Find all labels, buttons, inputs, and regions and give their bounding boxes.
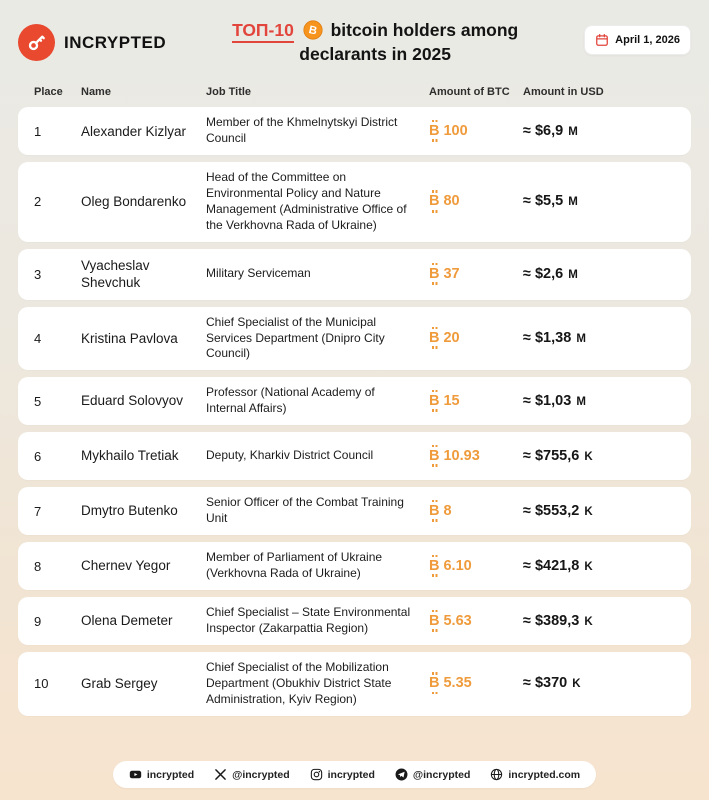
usd-amount-cell: ≈ $755,6 K	[523, 447, 593, 464]
table-row	[18, 542, 691, 590]
table-row	[18, 377, 691, 425]
name-cell: Vyacheslav Shevchuk	[81, 257, 150, 291]
table-row	[18, 487, 691, 535]
table-body	[18, 107, 691, 715]
place-cell: 3	[34, 266, 42, 282]
job-title-cell: Chief Specialist – State Environmental Inspector (Zakarpattia Region)	[206, 605, 411, 636]
bitcoin-sign-icon: B	[429, 447, 439, 466]
name-cell: Grab Sergey	[81, 676, 158, 692]
btc-amount-cell: B 6.10	[429, 557, 523, 576]
table-row	[18, 652, 691, 715]
place-cell: 10	[34, 676, 49, 692]
bitcoin-sign-icon: B	[429, 122, 439, 141]
place-cell: 7	[34, 503, 42, 519]
bitcoin-coin-icon	[303, 20, 323, 40]
social-instagram[interactable]	[310, 768, 375, 781]
bitcoin-sign-icon: B	[429, 192, 439, 211]
btc-amount-cell: B 5.35	[429, 674, 523, 693]
usd-amount-cell: ≈ $2,6 M	[523, 265, 578, 282]
place-cell: 6	[34, 448, 42, 464]
brand	[18, 24, 166, 61]
btc-amount-cell: B 10.93	[429, 447, 523, 466]
social-label: incrypted.com	[508, 768, 581, 781]
btc-amount-cell: B 37	[429, 265, 523, 284]
bitcoin-sign-icon: B	[429, 674, 439, 693]
name-cell: Chernev Yegor	[81, 558, 171, 574]
social-label: incrypted	[327, 768, 375, 781]
name-cell: Oleg Bondarenko	[81, 194, 187, 210]
usd-amount-cell: ≈ $553,2 K	[523, 502, 593, 519]
job-title-cell: Chief Specialist of the Mobilization Department (Obukhiv District State Administration, Kyiv Region)	[206, 660, 392, 706]
table-row	[18, 432, 691, 480]
job-title-cell: Member of Parliament of Ukraine (Verkhovna Rada of Ukraine)	[206, 550, 383, 581]
place-cell: 2	[34, 194, 42, 210]
social-website[interactable]	[490, 768, 580, 781]
page-title	[166, 18, 584, 66]
telegram-icon	[395, 768, 408, 781]
social-label: incrypted	[146, 768, 195, 781]
social-youtube[interactable]	[129, 768, 194, 781]
job-title-cell: Professor (National Academy of Internal Affairs)	[206, 385, 375, 416]
place-cell: 8	[34, 558, 42, 574]
place-cell: 9	[34, 613, 42, 629]
incrypted-logo-icon	[18, 24, 55, 61]
name-cell: Kristina Pavlova	[81, 330, 178, 346]
social-label: @incrypted	[232, 768, 290, 781]
bitcoin-sign-icon: B	[429, 329, 439, 348]
column-header-name: Name	[81, 86, 111, 99]
brand-name: INCRYPTED	[64, 32, 167, 52]
globe-icon	[490, 768, 503, 781]
youtube-icon	[129, 768, 142, 781]
column-header-amount-btc: Amount of BTC	[429, 86, 510, 99]
bitcoin-sign-icon: B	[429, 612, 439, 631]
date-badge	[584, 25, 691, 55]
name-cell: Olena Demeter	[81, 613, 173, 629]
header	[18, 18, 691, 66]
social-telegram[interactable]	[395, 768, 471, 781]
table-row	[18, 249, 691, 300]
svg-text:B: B	[307, 24, 318, 38]
title-highlight: ТОП-10	[232, 20, 294, 43]
table-row	[18, 162, 691, 241]
name-cell: Mykhailo Tretiak	[81, 448, 179, 464]
table-row	[18, 107, 691, 155]
bitcoin-sign-icon: B	[429, 557, 439, 576]
column-header-job-title: Job Title	[206, 86, 252, 99]
instagram-icon	[310, 768, 323, 781]
place-cell: 1	[34, 123, 42, 139]
usd-amount-cell: ≈ $389,3 K	[523, 612, 593, 629]
btc-amount-cell: B 20	[429, 329, 523, 348]
usd-amount-cell: ≈ $1,03 M	[523, 392, 586, 409]
job-title-cell: Senior Officer of the Combat Training Unit	[206, 495, 404, 526]
btc-amount-cell: B 80	[429, 192, 523, 211]
title-text-1: bitcoin holders among	[330, 20, 519, 40]
footer	[18, 748, 691, 800]
job-title-cell: Deputy, Kharkiv District Council	[206, 448, 374, 463]
job-title-cell: Member of the Khmelnytskyi District Council	[206, 115, 398, 146]
usd-amount-cell: ≈ $421,8 K	[523, 557, 593, 574]
x-icon	[214, 768, 227, 781]
btc-amount-cell: B 15	[429, 392, 523, 411]
usd-amount-cell: ≈ $6,9 M	[523, 122, 578, 139]
social-x[interactable]	[214, 768, 290, 781]
job-title-cell: Chief Specialist of the Municipal Services Department (Dnipro City Council)	[206, 314, 385, 361]
job-title-cell: Military Serviceman	[206, 266, 311, 281]
title-line-1	[174, 18, 576, 42]
table-row	[18, 597, 691, 645]
btc-amount-cell: B 8	[429, 502, 523, 521]
calendar-icon	[595, 33, 609, 47]
name-cell: Eduard Solovyov	[81, 393, 184, 409]
place-cell: 4	[34, 330, 42, 346]
btc-amount-cell: B 5.63	[429, 612, 523, 631]
date-text: April 1, 2026	[615, 34, 680, 46]
table-row	[18, 307, 691, 370]
usd-amount-cell: ≈ $370 K	[523, 675, 581, 692]
title-line-2: declarants in 2025	[299, 44, 452, 65]
bitcoin-sign-icon: B	[429, 502, 439, 521]
job-title-cell: Head of the Committee on Environmental Policy and Nature Management (Administrative Office of the Verkhovna Rada of Ukraine)	[206, 170, 407, 232]
usd-amount-cell: ≈ $1,38 M	[523, 329, 586, 346]
column-header-place: Place	[34, 86, 63, 99]
name-cell: Alexander Kizlyar	[81, 123, 187, 139]
social-label: @incrypted	[412, 768, 471, 781]
place-cell: 5	[34, 393, 42, 409]
name-cell: Dmytro Butenko	[81, 503, 178, 519]
btc-amount-cell: B 100	[429, 122, 523, 141]
bitcoin-sign-icon: B	[429, 265, 439, 284]
usd-amount-cell: ≈ $5,5 M	[523, 193, 578, 210]
bitcoin-sign-icon: B	[429, 392, 439, 411]
column-header-amount-usd: Amount in USD	[523, 86, 604, 99]
table-header	[18, 86, 691, 107]
social-bar	[113, 761, 596, 788]
